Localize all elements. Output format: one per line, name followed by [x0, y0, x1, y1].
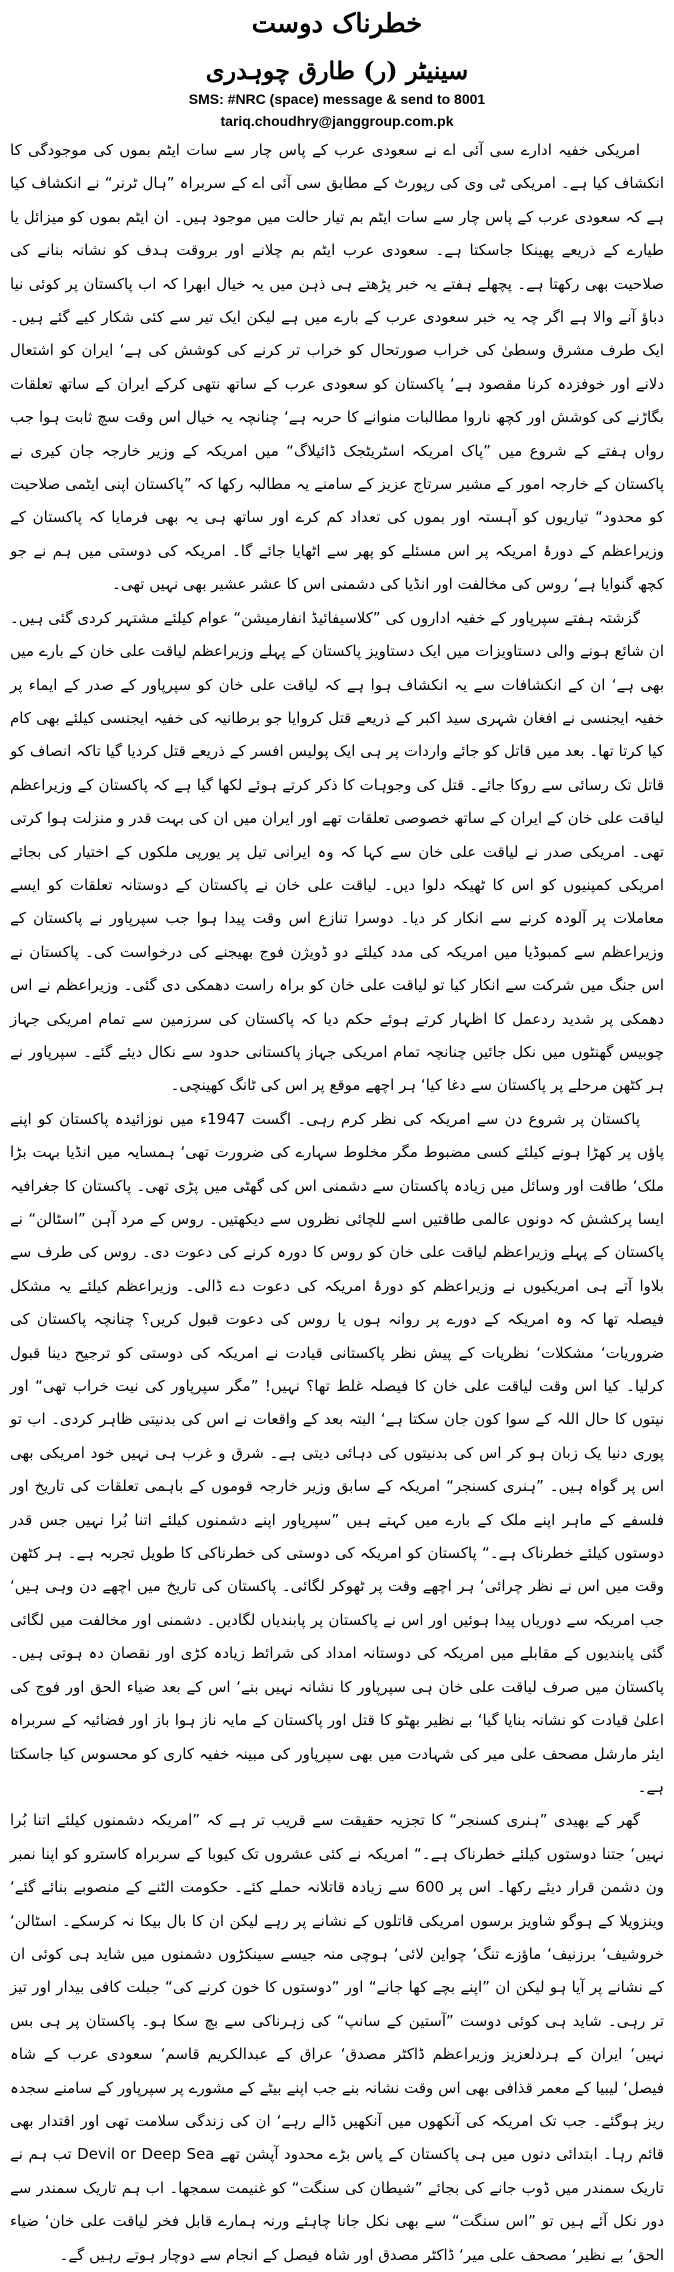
- paragraph: گزشتہ ہفتے سپرپاور کے خفیہ اداروں کی ”کلاسیفائیڈ انفارمیشن“ عوام کیلئے مشتہر کردی گئی ہیں۔ ان شائع ہونے والی دستاویزات میں ایک دستاویز پاکستان کے پہلے وزیراعظم لیاقت علی خان کے بارے میں بھی ہے‘ ان کے انکشافات سے یہ انکشاف ہوا ہے کہ لیاقت علی خان کو سپرپاور کے صدر کے ایماء پر خفیہ ایجنسی نے افغان شہری سید اکبر کے ذریعے قتل کروایا جو برطانیہ کی خفیہ ایجنسی کیلئے بھی کام کیا کرتا تھا۔ بعد میں قاتل کو جائے واردات پر ہی ایک پولیس افسر کے ذریعے قتل کردیا گیا تاکہ انصاف کو قاتل تک رسائی سے روکا جائے۔ قتل کی وجوہات کا ذکر کرتے ہوئے لکھا گیا ہے کہ پاکستان کے وزیراعظم لیاقت علی خان کے ایران کے ساتھ خصوصی تعلقات تھے اور ایران میں ان کی بہت قدر و منزلت ہوا کرتی تھی۔ امریکی صدر نے لیاقت علی خان سے کہا کہ وہ ایرانی تیل پر یورپی ملکوں کے اختیار کی بجائے امریکی کمپنیوں کو اس کا ٹھیکہ دلوا دیں۔ لیاقت علی خان نے پاکستان کے دوستانہ تعلقات کو ایسے معاملات پر آلودہ کرنے سے انکار کر دیا۔ دوسرا تنازع اس وقت پیدا ہوا جب سپرپاور نے پاکستان کے وزیراعظم سے کمبوڈیا میں امریکہ کی مدد کیلئے دو ڈویژن فوج بھیجنے کی درخواست کی۔ پاکستان نے اس جنگ میں شرکت سے انکار کیا تو لیاقت علی خان کو براہ راست دھمکی دی گئی۔ وزیراعظم نے اس دھمکی پر شدید ردعمل کا اظہار کرتے ہوئے حکم دیا کہ پاکستان کی سرزمین سے تمام امریکی جہاز چوبیس گھنٹوں میں نکل جائیں چنانچہ تمام امریکی جہاز پاکستانی حدود سے نکال دیئے گئے۔ سپرپاور نے ہر کٹھن مرحلے پر پاکستان سے دغا کیا‘ ہر اچھے موقع پر اس کی ٹانگ کھینچی۔: [10, 608, 664, 1095]
- newspaper-column: [0, 4, 674, 2264]
- article-body: [10, 134, 664, 2272]
- author-email: tariq.choudhry@janggroup.com.pk: [220, 113, 454, 129]
- column-title: خطرناک دوست: [251, 9, 423, 39]
- author-name: سینیٹر (ر) طارق چوہدری: [205, 56, 469, 85]
- sms-line: SMS: #NRC (space) message & send to 8001: [188, 91, 486, 107]
- paragraph: امریکی خفیہ ادارے سی آئی اے نے سعودی عرب کے پاس چار سے سات ایٹم بموں کی موجودگی کا انکشاف کیا ہے۔ امریکی ٹی وی کی رپورٹ کے مطابق سی آئی اے کے سربراہ ”ہال ٹرنر“ نے انکشاف کیا ہے کہ سعودی عرب کے پاس چار سے سات ایٹم بم تیار حالت میں موجود ہیں۔ ان ایٹم بموں کو میزائل یا طیارے کے ذریعے پھینکا جاسکتا ہے۔ سعودی عرب ایٹم بم چلانے اور بروقت ہدف کو نشانہ بنانے کی صلاحیت بھی رکھتا ہے۔ پچھلے ہفتے یہ خبر پڑھتے ہی ذہن میں یہ خیال ابھرا کہ اب پاکستان پر کوئی نیا دباؤ آنے والا ہے اگر چہ یہ خبر سعودی عرب کے بارے میں ہے لیکن ایک تیر سے کئی شکار کیے گئے ہیں۔ ایک طرف مشرق وسطیٰ کی خراب صورتحال کو خراب تر کرنے کی کوشش کی ہے‘ ایران کو اشتعال دلانے اور خوفزدہ کرنا مقصود ہے‘ پاکستان کو سعودی عرب کے ساتھ نتھی کرکے ایران کے ساتھ تعلقات بگاڑنے کی کوشش اور کچھ ناروا مطالبات منوانے کا حربہ ہے‘ چنانچہ یہ خیال اس وقت سچ ثابت ہوا جب رواں ہفتے کے شروع میں ”پاک امریکہ اسٹریٹجک ڈائیلاگ“ میں امریکہ کے وزیر خارجہ جان کیری نے پاکستان کے خارجہ امور کے مشیر سرتاج عزیز کے سامنے یہ مطالبہ رکھا کہ ”پاکستان اپنی ایٹمی صلاحیت کو محدود“ تیاریوں کو آہستہ اور بموں کی تعداد کم کرے اور ساتھ ہی یہ بھی فرمایا کہ پاکستان کے وزیراعظم کے دورۂ امریکہ پر اس مسئلے کو پھر سے اٹھایا جائے گا۔ امریکہ کی دوستی میں ہم نے جو کچھ گنوایا ہے‘ روس کی مخالفت اور انڈیا کی دشمنی اس کا عشر عشیر بھی نہیں تھی۔: [10, 141, 664, 594]
- paragraph: پاکستان پر شروع دن سے امریکہ کی نظر کرم رہی۔ اگست 1947ء میں نوزائیدہ پاکستان کو اپنے پاؤں پر کھڑا ہونے کیلئے کسی مضبوط مگر مخلوط سہارے کی ضرورت تھی‘ ہمسایہ میں انڈیا بہت بڑا ملک‘ طاقت اور وسائل میں زیادہ پاکستان سے دشمنی اس کی گھٹی میں پڑی تھی۔ پاکستان کا جغرافیہ ایسا پرکشش کہ دونوں عالمی طاقتیں اسے للچائی نظروں سے دیکھتیں۔ روس کے مرد آہن ”اسٹالن“ نے پاکستان کے پہلے وزیراعظم لیاقت علی خان کو روس کا دورہ کرنے کی دعوت دی۔ روس کی طرف سے بلاوا آتے ہی امریکیوں نے وزیراعظم کو دورۂ امریکہ کی دعوت دے ڈالی۔ وزیراعظم کیلئے یہ مشکل فیصلہ تھا کہ وہ امریکہ کے دورے پر روانہ ہوں یا روس کی دعوت قبول کریں؟ چنانچہ پاکستان کی ضروریات‘ مشکلات‘ نظریات کے پیش نظر پاکستانی قیادت نے امریکہ کی دوستی کو ترجیح دینا قبول کرلیا۔ کیا اس وقت لیاقت علی خان کا فیصلہ غلط تھا؟ نہیں! ”مگر سپرپاور کی نیت خراب تھی“ اور نیتوں کا حال اللہ کے سوا کون جان سکتا ہے‘ البتہ بعد کے واقعات نے اس کی بدنیتی ظاہر کردی۔ اب تو پوری دنیا یک زبان ہو کر اس کی بدنیتوں کی دہائی دیتی ہے۔ شرق و غرب ہی نہیں خود امریکی بھی اس پر گواہ ہیں۔ ”ہنری کسنجر“ امریکہ کے سابق وزیر خارجہ قوموں کے باہمی تعلقات کی تاریخ اور فلسفے کے ماہر اپنے ملک کے بارے میں کہتے ہیں ”سپرپاور اپنے دشمنوں کیلئے اتنا بُرا نہیں جس قدر دوستوں کیلئے خطرناک ہے۔“ پاکستان کو امریکہ کی دوستی کی خطرناکی کا طویل تجربہ ہے۔ ہر کٹھن وقت میں اس نے نظر چرائی‘ ہر اچھے وقت پر ٹھوکر لگائی۔ پاکستان کی تاریخ میں اچھے دن وہی ہیں‘ جب امریکہ سے دوریاں پیدا ہوئیں اور اس نے پاکستان پر پابندیاں لگادیں۔ دشمنی اور مخالفت میں لگائی گئی پابندیوں کے مقابلے میں امریکہ کی دوستانہ امداد کی شرائط زیادہ کڑی اور نقصان دہ ہوتی ہیں۔ پاکستان میں صرف لیاقت علی خان ہی سپرپاور کا نشانہ نہیں بنے‘ اس کے بعد ضیاء الحق اور فوج کی اعلیٰ قیادت کو نشانہ بنایا گیا‘ بے نظیر بھٹو کا قتل اور پاکستان کے مایہ ناز ہوا باز اور فضائیہ کے سربراہ ایئر مارشل مصحف علی میر کی شہادت میں بھی سپرپاور کی مبینہ خفیہ کاری کو محسوس کیا جاسکتا ہے۔: [10, 1109, 664, 1796]
- paragraph: گھر کے بھیدی ”ہنری کسنجر“ کا تجزیہ حقیقت سے قریب تر ہے کہ ”امریکہ دشمنوں کیلئے اتنا بُرا نہیں‘ جتنا دوستوں کیلئے خطرناک ہے۔“ امریکہ نے کئی عشروں تک کیوبا کے سربراہ کاسترو کو اپنا نمبر ون دشمن قرار دیئے رکھا۔ اس پر 600 سے زیادہ قاتلانہ حملے کئے۔ حکومت الٹنے کے منصوبے بنائے گئے‘ وینزویلا کے ہوگو شاویز برسوں امریکی قاتلوں کے نشانے پر رہے لیکن ان کا بال بیکا نہ کرسکے۔ اسٹالن‘ خروشیف‘ برزنیف‘ ماؤزے تنگ‘ چواین لائی‘ ہوچی منہ جیسے سینکڑوں دشمنوں میں شاید ہی کوئی ان کے نشانے پر آیا ہو لیکن ان ”اپنے بچے کھا جانے“ اور ”دوستوں کا خون کرنے کی“ جبلت کافی بیدار اور تیز تر رہی۔ شاید ہی کوئی دوست ”آستین کے سانپ“ کی زہرناکی سے بچ سکا ہو۔ پاکستان پر ہی بس نہیں‘ ایران کے ہردلعزیز وزیراعظم ڈاکٹر مصدق‘ عراق کے عبدالکریم قاسم‘ سعودی عرب کے شاہ فیصل‘ لیبیا کے معمر قذافی بھی اس وقت نشانہ بنے جب اپنے بیٹے کے مشورے پر سپرپاور کے سامنے سجدہ ریز ہوگئے۔ جب تک امریکہ کی آنکھوں میں آنکھیں ڈالے رہے‘ ان کی زندگی سلامت تھی اور اقتدار بھی قائم رہا۔ ابتدائی دنوں میں ہی پاکستان کے پاس بڑے محدود آپشن تھے Devil or Deep Sea تب ہم نے تاریک سمندر میں ڈوب جانے کی بجائے ”شیطان کی سنگت“ کو غنیمت سمجھا۔ اب ہم تاریک سمندر سے دور نکل آئے ہیں تو ”اس سنگت“ سے بھی نکل جانا چاہئے ورنہ ہمارے قابل فخر لیاقت علی خان‘ ضیاء الحق‘ بے نظیر‘ مصحف علی میر‘ ڈاکٹر مصدق اور شاہ فیصل کے انجام سے دوچار ہوتے رہیں گے۔: [10, 1811, 665, 2264]
